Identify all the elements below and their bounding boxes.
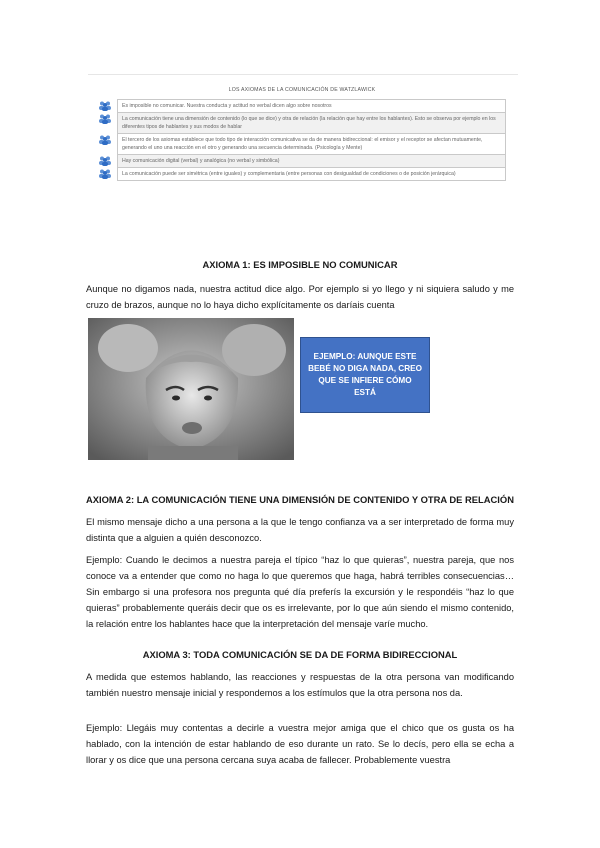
table-cell: Es imposible no comunicar. Nuestra conducta y actitud no verbal dicen algo sobre nosotros bbox=[117, 99, 506, 112]
table-row bbox=[93, 154, 506, 167]
axiom-3-paragraph-1: A medida que estemos hablando, las reacciones y respuestas de la otra persona van modificando también nuestro mensaje inicial y respondemos a los estímulos que la otra persona nos da. bbox=[86, 672, 514, 698]
table-cell: El tercero de los axiomas establece que todo tipo de interacción comunicativa se da de manera bidireccional: el emisor y el receptor se afectan mutuamente, generando el uno una reacción en el otro y generando una secuencia determinada. (Psicología y Mente) bbox=[117, 133, 506, 154]
people-icon bbox=[93, 133, 117, 154]
pouting-baby-photo bbox=[88, 318, 294, 460]
table-cell: La comunicación puede ser simétrica (entre iguales) y complementaria (entre personas con desigualdad de condiciones o de posición jerárquica) bbox=[117, 167, 506, 181]
table-cell: La comunicación tiene una dimensión de contenido (lo que se dice) y otra de relación (la relación que hay entre los hablantes). Esto se observa por ejemplo en los diferentes tipos de hablantes y sus modos de hablar bbox=[117, 112, 506, 133]
table-row bbox=[93, 167, 506, 181]
axiom-2-paragraph-2: Ejemplo: Cuando le decimos a nuestra pareja el típico “haz lo que quieras”, nuestra pareja, que nos conoce va a entender que como no haga lo que queremos que haga, habrá terribles consecuencias… Sin embargo si una profesora nos pregunta qué día preferís la excursión y le respondéis “haz lo que quieras” probablemente queráis decir que os es irrelevante, por lo que aún siendo el mismo contenido, la relación entre los hablantes hace que la interpretación del mensaje varíe mucho. bbox=[86, 555, 514, 629]
people-icon bbox=[93, 99, 117, 112]
axiom-1-heading: AXIOMA 1: ES IMPOSIBLE NO COMUNICAR bbox=[202, 259, 398, 270]
axioms-table-title: LOS AXIOMAS DE LA COMUNICACIÓN DE WATZLAWICK bbox=[228, 87, 376, 93]
top-divider bbox=[88, 74, 518, 75]
axiom-2-paragraph-1: El mismo mensaje dicho a una persona a la que le tengo confianza va a ser interpretado de forma muy distinta que a alguien a quién desconozco. bbox=[86, 517, 514, 543]
table-cell: Hay comunicación digital (verbal) y analógica (no verbal y simbólica) bbox=[117, 154, 506, 167]
axiom-3-heading: AXIOMA 3: TODA COMUNICACIÓN SE DA DE FORMA BIDIRECCIONAL bbox=[142, 649, 458, 660]
table-row bbox=[93, 112, 506, 133]
example-callout-box: EJEMPLO: AUNQUE ESTE BEBÉ NO DIGA NADA, CREO QUE SE INFIERE CÓMO ESTÁ bbox=[300, 337, 430, 413]
axioms-table bbox=[93, 99, 506, 181]
people-icon bbox=[93, 112, 117, 133]
table-row bbox=[93, 133, 506, 154]
people-icon bbox=[93, 167, 117, 181]
axiom-2-heading: AXIOMA 2: LA COMUNICACIÓN TIENE UNA DIMENSIÓN DE CONTENIDO Y OTRA DE RELACIÓN bbox=[86, 494, 514, 505]
people-icon bbox=[93, 154, 117, 167]
table-row bbox=[93, 99, 506, 112]
axiom-3-paragraph-2: Ejemplo: Llegáis muy contentas a decirle a vuestra mejor amiga que el chico que os gusta os ha hablado, con la intención de estar hablando de eso durante un rato. Se lo decís, pero ella se echa a llorar y os dice que una persona cercana suya acaba de fallecer. Probablemente vuestra bbox=[86, 723, 514, 765]
axiom-1-paragraph: Aunque no digamos nada, nuestra actitud dice algo. Por ejemplo si yo llego y ni siquiera saludo y me cruzo de brazos, aunque no lo haya dicho explícitamente os daríais cuenta bbox=[86, 284, 514, 310]
